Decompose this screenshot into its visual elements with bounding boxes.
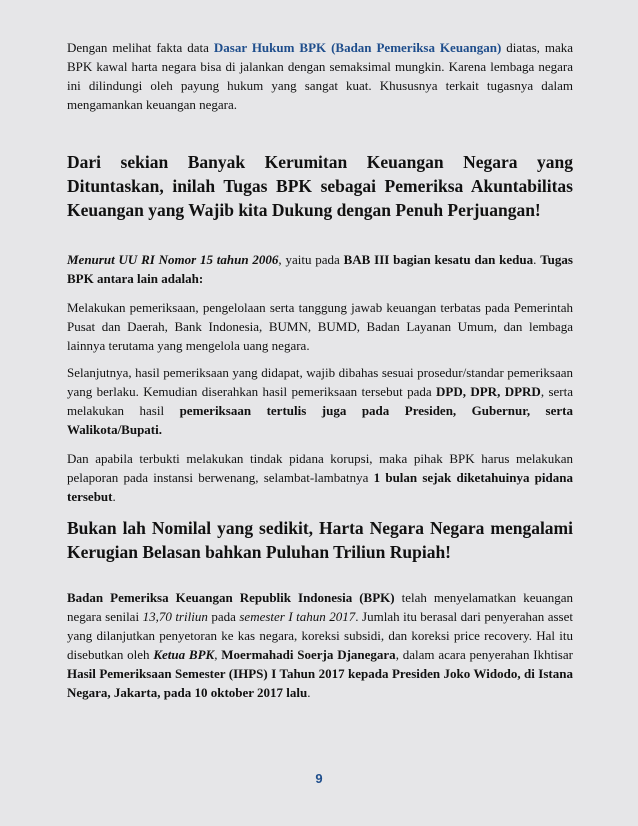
- savings-amount: 13,70 triliun: [142, 609, 208, 624]
- legal-basis-text: , yaitu pada: [278, 252, 344, 267]
- savings-text-4: , dalam acara penyerahan Ikhtisar: [395, 647, 573, 662]
- section-heading-tugas-bpk: Dari sekian Banyak Kerumitan Keuangan Negara yang Dituntaskan, inilah Tugas BPK sebagai Pemeriksa Akuntabilitas Keuangan yang Wajib kita Dukung dengan Penuh Perjuangan!: [67, 152, 573, 220]
- dasar-hukum-bpk-link[interactable]: Dasar Hukum BPK (Badan Pemeriksa Keuangan): [213, 40, 502, 55]
- paragraph-duty-examination: Melakukan pemeriksaan, pengelolaan serta tanggung jawab keuangan terbatas pada Pemerintah Pusat dan Daerah, Bank Indonesia, BUMN, BUMD, Badan Layanan Umum, dan lembaga lainnya terutama yang mengelola uang negara.: [67, 300, 573, 353]
- ihps-event: Hasil Pemeriksaan Semester (IHPS) I Tahun 2017 kepada Presiden Joko Widodo, di Istana Negara, Jakarta, pada 10 oktober 2017 lalu: [67, 666, 573, 700]
- bpk-full-name: Badan Pemeriksa Keuangan Republik Indonesia (BPK): [67, 590, 395, 605]
- intro-text: Dengan melihat fakta data: [67, 40, 214, 55]
- written-examination-recipients: pemeriksaan tertulis juga pada Presiden, Gubernur, serta Walikota/Bupati.: [67, 403, 573, 437]
- section-heading-kerugian: Bukan lah Nomilal yang sedikit, Harta Negara Negara mengalami Kerugian Belasan bahkan Puluhan Triliun Rupiah!: [67, 518, 573, 562]
- comma: ,: [214, 647, 222, 662]
- corruption-text: Dan apabila terbukti melakukan tindak pidana korupsi, maka pihak BPK harus melakukan pelaporan pada instansi berwenang, selambat-lambatnya: [67, 451, 573, 485]
- paragraph-intro: [67, 38, 573, 114]
- separator-text: .: [533, 252, 541, 267]
- period: .: [112, 489, 116, 504]
- paragraph-legal-basis: [67, 250, 573, 288]
- savings-period: semester I tahun 2017: [239, 609, 356, 624]
- reporting-text-continued: , serta melakukan hasil: [67, 384, 574, 418]
- intro-text-continued: diatas, maka BPK kawal harta negara bisa di jalankan dengan semaksimal mungkin. Karena lembaga negara ini dilindungi oleh payung hukum yang sangat kuat. Khususnya terkait tugasnya dalam mengamankan keuangan negara.: [67, 40, 573, 112]
- law-reference: Menurut UU RI Nomor 15 tahun 2006: [67, 252, 279, 267]
- page-number: 9: [315, 771, 323, 786]
- paragraph-duty-corruption: [67, 449, 573, 506]
- reporting-text: Selanjutnya, hasil pemeriksaan yang didapat, wajib dibahas sesuai prosedur/standar pemeriksaan yang berlaku. Kemudian diserahkan hasil pemeriksaan tersebut pada: [67, 365, 573, 399]
- savings-text: telah menyelamatkan keuangan negara senilai: [67, 590, 574, 624]
- paragraph-duty-reporting: [67, 363, 573, 439]
- chairman-title: Ketua BPK: [153, 647, 215, 662]
- paragraph-bpk-savings: [67, 588, 573, 702]
- page-content: [67, 38, 573, 732]
- institutions-list: DPD, DPR, DPRD: [436, 384, 541, 399]
- duties-intro: Tugas BPK antara lain adalah:: [67, 252, 573, 286]
- final-period: .: [307, 685, 311, 700]
- reporting-deadline: 1 bulan sejak diketahuinya pidana tersebut: [67, 470, 573, 504]
- chapter-reference: BAB III bagian kesatu dan kedua: [343, 252, 534, 267]
- savings-text-3: . Jumlah itu berasal dari penyerahan asset yang dilanjutkan penyetoran ke kas negara, koreksi subsidi, dan koreksi price recovery. Hal itu disebutkan oleh: [67, 609, 573, 662]
- chairman-name: Moermahadi Soerja Djanegara: [221, 647, 396, 662]
- savings-text-2: pada: [207, 609, 240, 624]
